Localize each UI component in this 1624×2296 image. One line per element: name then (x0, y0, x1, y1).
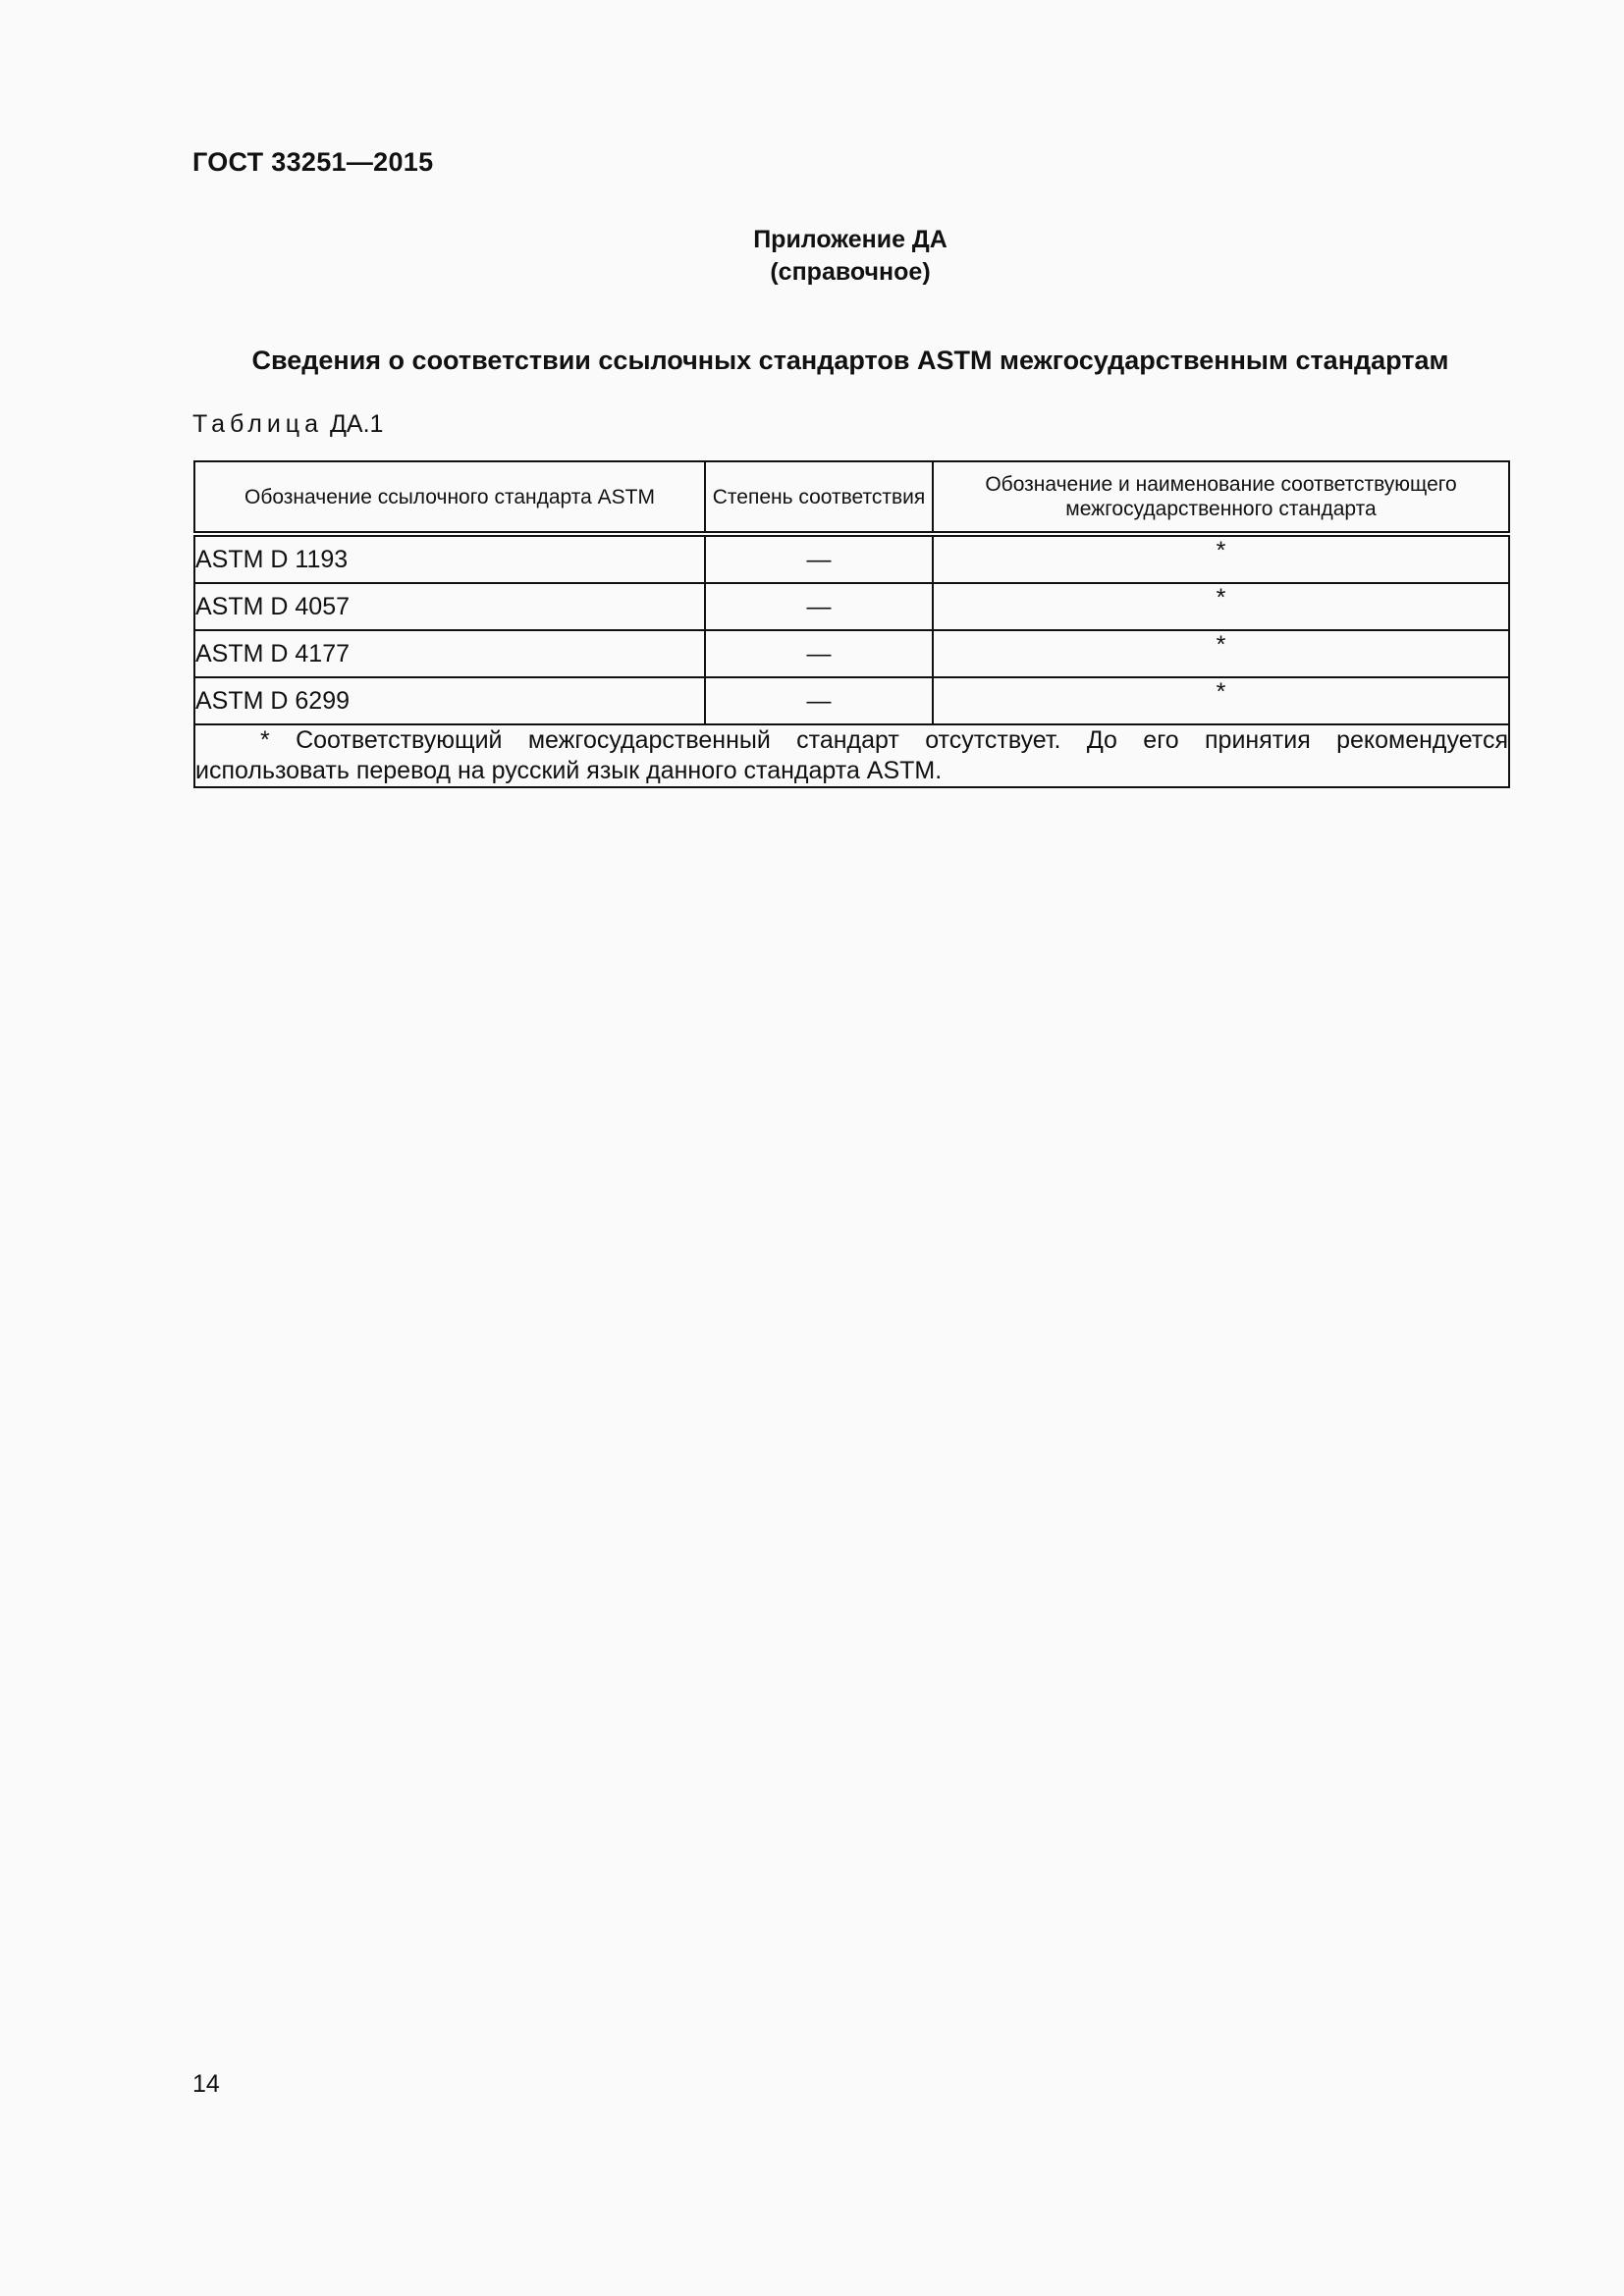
interstate-standard-cell: * (933, 534, 1509, 583)
document-code: ГОСТ 33251—2015 (192, 147, 434, 177)
header-astm-designation: Обозначение ссылочного стандарта ASTM (194, 461, 705, 534)
degree-cell: — (705, 677, 933, 724)
table-row (194, 630, 1509, 677)
interstate-standard-cell: * (933, 677, 1509, 724)
table-header-row (194, 461, 1509, 534)
appendix-heading (192, 224, 1508, 289)
astm-code-cell: ASTM D 4057 (194, 583, 705, 630)
table-row (194, 534, 1509, 583)
degree-cell: — (705, 630, 933, 677)
header-interstate-standard: Обозначение и наименование соответствующего межгосударственного стандарта (933, 461, 1509, 534)
table-footnote: * Соответствующий межгосударственный стандарт отсутствует. До его принятия рекомендуется использовать перевод на русский язык данного стандарта ASTM. (194, 724, 1509, 787)
astm-code-cell: ASTM D 4177 (194, 630, 705, 677)
table-row (194, 583, 1509, 630)
astm-code-cell: ASTM D 6299 (194, 677, 705, 724)
appendix-subtitle: (справочное) (770, 258, 931, 286)
degree-cell: — (705, 534, 933, 583)
section-title: Сведения о соответствии ссылочных стандартов ASTM межгосударственным стандартам (251, 346, 1449, 375)
table-caption-number: ДА.1 (329, 410, 384, 438)
astm-code-cell: ASTM D 1193 (194, 534, 705, 583)
standards-correspondence-table (193, 460, 1510, 788)
appendix-title: Приложение ДА (753, 226, 947, 253)
degree-cell: — (705, 583, 933, 630)
table-row (194, 677, 1509, 724)
interstate-standard-cell: * (933, 583, 1509, 630)
interstate-standard-cell: * (933, 630, 1509, 677)
table-caption-prefix: Таблица (192, 410, 324, 438)
header-degree-of-correspondence: Степень соответствия (705, 461, 933, 534)
table-caption (192, 410, 383, 439)
page-number: 14 (192, 2070, 220, 2098)
table-footnote-row (194, 724, 1509, 787)
